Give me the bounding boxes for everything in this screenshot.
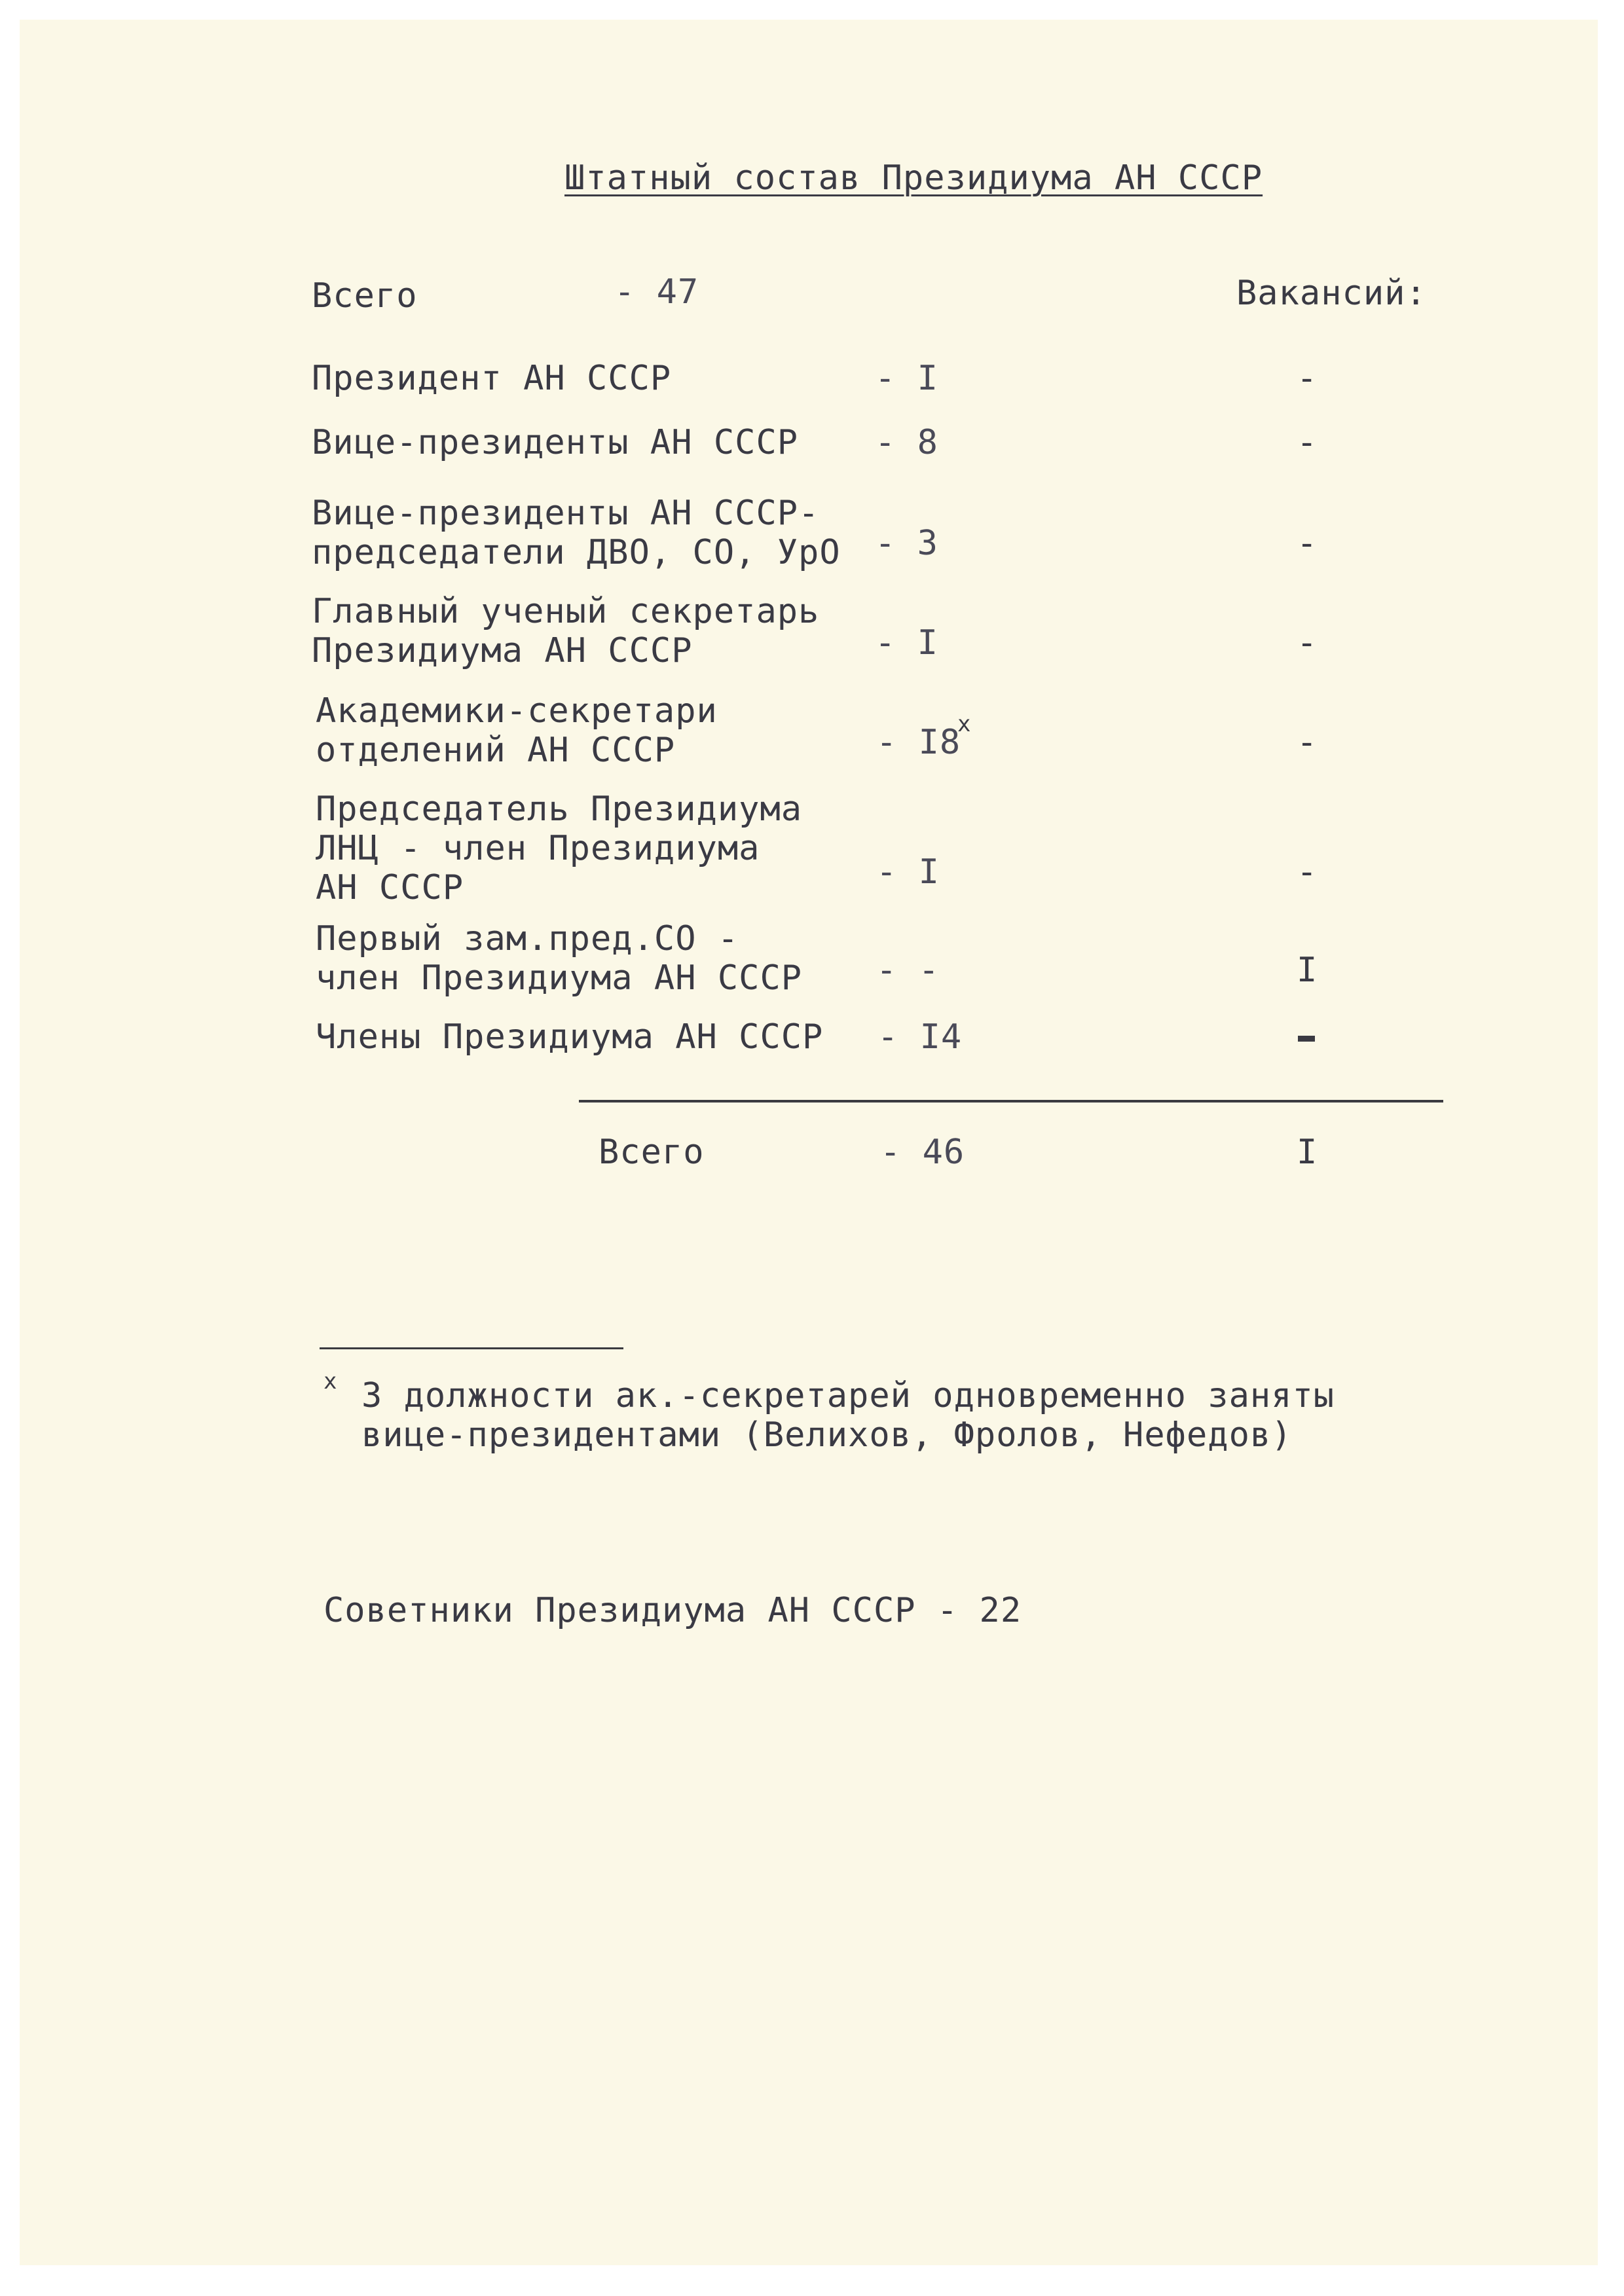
row-label: Председатель Президиума ЛНЦ - член Президиума АН СССР — [316, 790, 803, 907]
row-count: - 8 — [875, 423, 938, 462]
summary-label: Всего — [599, 1133, 705, 1172]
footnote-text: 3 должности ак.-секретарей одновременно заняты вице-президентами (Велихов, Фролов, Нефедов) — [361, 1376, 1335, 1455]
row-vacancies-dash — [1298, 1036, 1315, 1042]
row-count: - I4 — [877, 1017, 963, 1057]
row-vacancies: - — [1297, 723, 1318, 762]
row-count: - - — [876, 951, 940, 990]
row-label: Вице-президенты АН СССР — [312, 423, 799, 462]
row-count: - I8 — [876, 723, 961, 762]
footnote-separator — [320, 1347, 623, 1349]
footnote-mark: x — [323, 1368, 337, 1394]
row-vacancies: - — [1297, 852, 1318, 892]
row-count: - I — [875, 623, 938, 663]
row-label: Члены Президиума АН СССР — [316, 1017, 824, 1057]
document-title: Штатный состав Президиума АН СССР — [564, 158, 1263, 198]
row-vacancies: - — [1297, 623, 1318, 663]
row-vacancies: - — [1297, 524, 1318, 563]
row-count: - I — [876, 852, 940, 892]
row-label: Главный ученый секретарь Президиума АН СССР — [312, 592, 820, 670]
row-vacancies: - — [1297, 359, 1318, 398]
paper-sheet — [20, 20, 1598, 2265]
row-vacancies: - — [1297, 423, 1318, 462]
advisors-line: Советники Президиума АН СССР - 22 — [323, 1591, 1022, 1630]
row-vacancies: I — [1297, 951, 1318, 990]
footnote-reference-mark: x — [957, 711, 971, 737]
row-count: - I — [875, 359, 938, 398]
total-rule — [579, 1100, 1443, 1102]
row-label: Первый зам.пред.СО - член Президиума АН СССР — [316, 919, 803, 998]
summary-count: - 46 — [880, 1133, 965, 1172]
summary-vacancies: I — [1297, 1133, 1318, 1172]
row-label: Президент АН СССР — [312, 359, 672, 398]
row-count: - 3 — [875, 524, 938, 563]
header-vacancies-label: Вакансий: — [1236, 274, 1427, 313]
row-label: Вице-президенты АН СССР- председатели ДВО, СО, УрО — [312, 494, 841, 572]
header-total-value: - 47 — [614, 272, 699, 312]
row-label: Академики-секретари отделений АН СССР — [316, 691, 718, 770]
header-total-label: Всего — [312, 276, 418, 316]
